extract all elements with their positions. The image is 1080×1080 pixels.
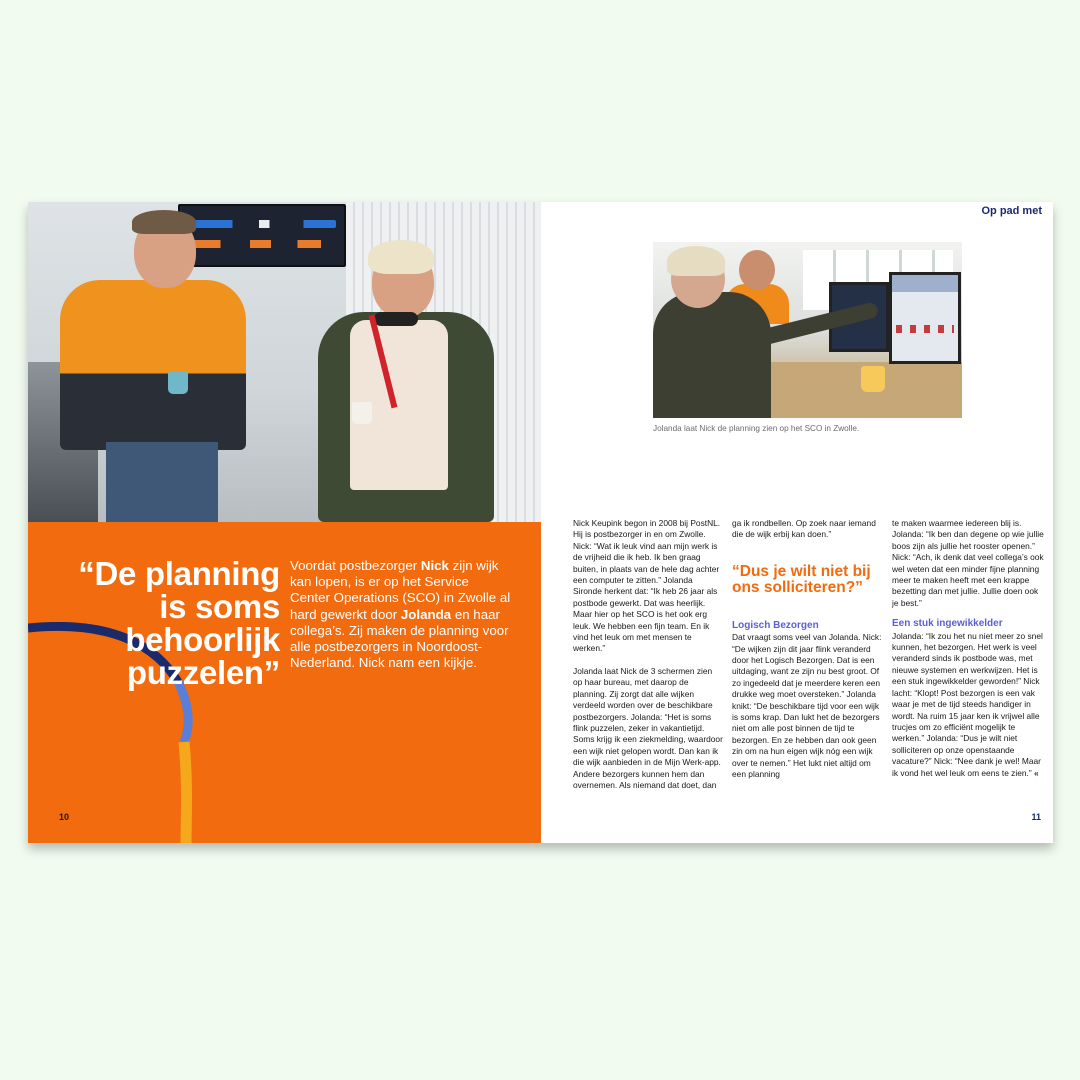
jolanda-mug	[352, 402, 372, 424]
nick-hair	[132, 210, 196, 234]
paragraph	[892, 631, 1046, 779]
intro-text: Voordat postbezorger	[290, 558, 421, 573]
office-desk	[743, 362, 962, 418]
nick-jeans	[106, 442, 218, 522]
magazine-spread	[28, 202, 1053, 843]
coffee-mug	[861, 366, 885, 392]
jolanda-hair-small	[667, 246, 725, 276]
article-column-2	[732, 518, 884, 781]
subheading: Een stuk ingewikkelder	[892, 618, 1003, 630]
jolanda-hair	[368, 240, 434, 274]
section-label: Op pad met	[981, 205, 1042, 217]
secondary-photo	[653, 242, 962, 418]
intro-text: zijn wijk kan lopen, is er op het Service Center Operations (SCO) in Zwolle al hard gewerkt door	[290, 558, 511, 622]
paragraph: Nick Keupink begon in 2008 bij PostNL. Hij is postbezorger in en om Zwolle. Nick: “Wat ik leuk vind aan mijn werk is de vrijheid die ik heb. Ik ben graag buiten, in plaats van de hele dag achter een computer te zitten.” Jolanda Sironde herkent dat: “Ik heb 26 jaar als postbode gewerkt. Dat was heerlijk. Maar hier op het SCO is het ook erg leuk. We hebben een fijn team. En ik vind het leuk om met mensen te werken.”	[573, 518, 721, 654]
intro-name-nick: Nick	[420, 558, 449, 573]
nick-figure	[60, 280, 246, 450]
paragraph: Dat vraagt soms veel van Jolanda. Nick: “De wijken zijn dit jaar flink veranderd door het Logisch Bezorgen. Dat is een uitdaging, want ze zijn nu best groot. Of zo ingedeeld dat je meerdere keren een drukke weg moet oversteken.” Jolanda knikt: “De beschikbare tijd voor een wijk is soms krap. Dan lukt het de bezorgers niet om alle post binnen de tijd te bezorgen. En ze hebben dan ook geen zin om na hun eigen wijk nóg een wijk over te nemen.” Het lukt niet altijd om een planning	[732, 632, 882, 780]
pull-quote-large: “De planning is soms behoorlijk puzzelen”	[78, 555, 280, 691]
wall-monitor	[178, 204, 346, 267]
main-photo	[28, 202, 541, 522]
end-mark-icon: «	[1033, 767, 1039, 778]
paragraph-text: Jolanda: “Ik zou het nu niet meer zo snel kunnen, het bezorgen. Het werk is veel veranderd sinds ik postbode was, met nieuwe systemen en werkwijzen. Het is een stuk ingewikkelder geworden!” Nick lacht: “Klopt! Post bezorgen is een vak waar je met de tijd steeds handiger in wordt. Na ruim 15 jaar ken ik vrijwel alle trucjes om zo efficiënt mogelijk te werken.” Jolanda: “Dus je wilt niet solliciteren op onze openstaande vacature?” Nick: “Nee dank je wel! Maar ik vond het wel leuk om eens te zien.”	[892, 630, 1043, 778]
intro-paragraph	[290, 558, 512, 671]
page-number-left: 10	[59, 812, 70, 822]
pull-quote-small: “Dus je wilt niet bij ons solliciteren?”	[732, 562, 871, 596]
paragraph: te maken waarmee iedereen blij is. Jolanda: “Ik ben dan degene op wie jullie boos zijn als jullie het rooster openen.” Nick: “Ach, ik denk dat veel collega’s ook wel weten dat een minder fijne planning meer te maken heeft met een krappe bezetting dan met jullie. Jullie doen ook je best.”	[892, 518, 1044, 608]
right-page	[541, 202, 1053, 843]
planning-screen	[889, 272, 961, 364]
paragraph: Jolanda laat Nick de 3 schermen zien op haar bureau, met daarop de planning. Zij zorgt dat alle wijken verdeeld worden over de beschikbare postbezorgers. Jolanda: “Het is soms flink puzzelen, zeker in vakantietijd. Soms krijg ik een ziekmelding, waardoor een wijk niet gelopen wordt. Dan kan ik die wijk aanbieden in de Mijn Werk-app. Andere bezorgers kunnen hem dan overnemen. Als niemand dat doet, dan	[573, 665, 723, 790]
photo-caption: Jolanda laat Nick de planning zien op het SCO in Zwolle.	[653, 424, 860, 433]
nick-mug	[168, 372, 188, 394]
nick-head-small	[739, 250, 775, 290]
article-column-3	[892, 518, 1046, 779]
left-page	[28, 202, 541, 843]
subheading: Logisch Bezorgen	[732, 619, 819, 631]
intro-text: en haar collega’s. Zij maken de planning voor alle postbezorgers in Noordoost-Nederland. Nick nam een kijkje.	[290, 606, 509, 671]
paragraph: ga ik rondbellen. Op zoek naar iemand die de wijk erbij kan doen.”	[732, 518, 876, 540]
page-number-right: 11	[1031, 812, 1041, 822]
article-column-1	[573, 518, 723, 791]
jolanda-figure-small	[653, 292, 771, 418]
intro-name-jolanda: Jolanda	[400, 606, 452, 622]
headset-icon	[374, 312, 418, 326]
